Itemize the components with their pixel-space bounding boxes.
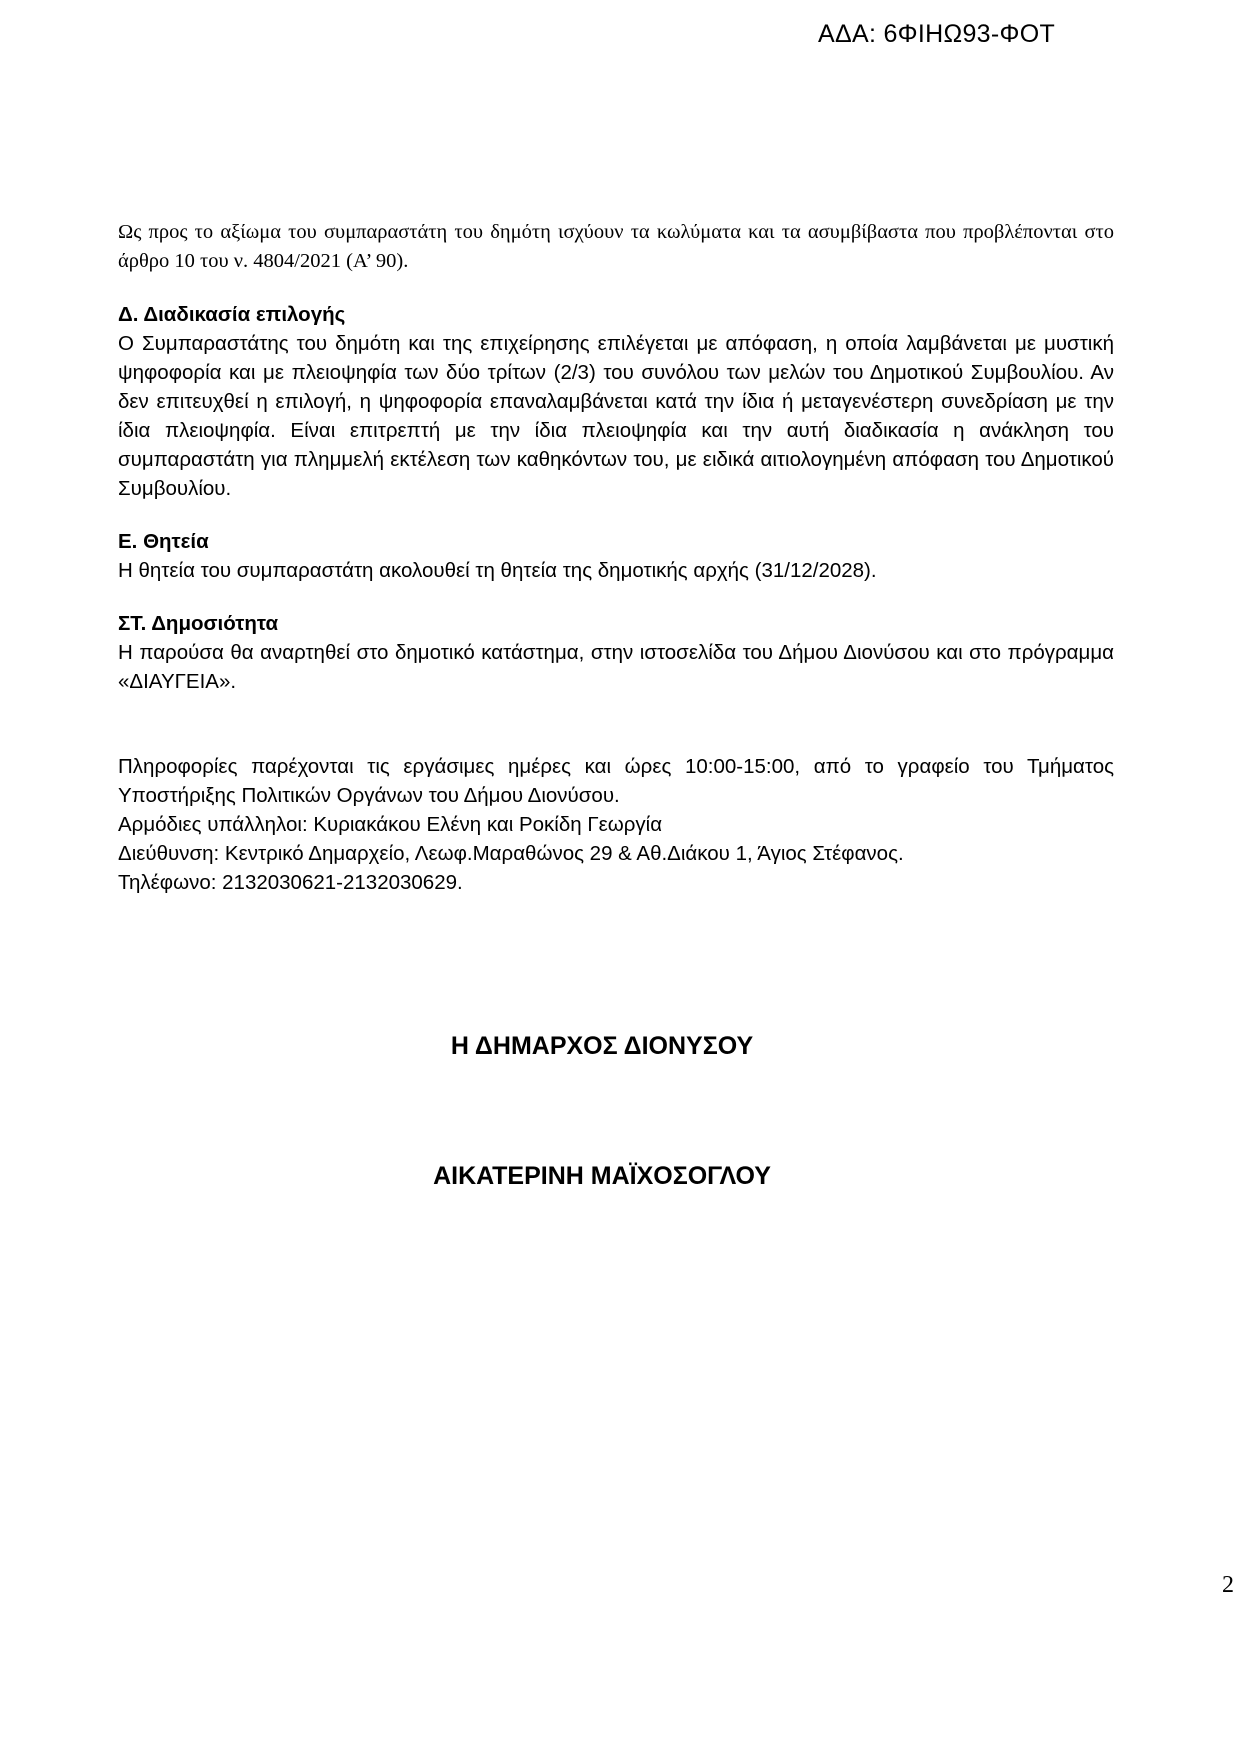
contact-block [118, 752, 1114, 897]
signature-name: ΑΙΚΑΤΕΡΙΝΗ ΜΑΪΧΟΣΟΓΛΟΥ [433, 1162, 771, 1190]
spacer [118, 696, 1114, 752]
ada-code: ΑΔΑ: 6ΦΙΗΩ93-ΦΟΤ [818, 20, 1056, 48]
section-text: Ο Συμπαραστάτης του δημότη και της επιχείρησης επιλέγεται με απόφαση, η οποία λαμβάνεται με μυστική ψηφοφορία και με πλειοψηφία των δύο τρίτων (2/3) του συνόλου των μελών του Δημοτικού Συμβουλίου. Αν δεν επιτευχθεί η επιλογή, η ψηφοφορία επαναλαμβάνεται κατά την ίδια ή μεταγενέστερη συνεδρίαση με την ίδια πλειοψηφία. Είναι επιτρεπτή με την ίδια πλειοψηφία και την αυτή διαδικασία η ανάκληση του συμπαραστάτη για πλημμελή εκτέλεση των καθηκόντων του, με ειδικά αιτιολογημένη απόφαση του Δημοτικού Συμβουλίου. [118, 332, 1114, 500]
contact-phone: Τηλέφωνο: 2132030621-2132030629. [118, 871, 463, 894]
contact-info: Πληροφορίες παρέχονται τις εργάσιμες ημέρες και ώρες 10:00-15:00, από το γραφείο του Τμήματος Υποστήριξης Πολιτικών Οργάνων του Δήμου Διονύσου. [118, 755, 1114, 807]
section-term [118, 527, 1114, 585]
section-text: Η θητεία του συμπαραστάτη ακολουθεί τη θητεία της δημοτικής αρχής (31/12/2028). [118, 559, 877, 582]
contact-address: Διεύθυνση: Κεντρικό Δημαρχείο, Λεωφ.Μαραθώνος 29 & Αθ.Διάκου 1, Άγιος Στέφανος. [118, 842, 904, 865]
spacer [118, 276, 1114, 300]
intro-paragraph: Ως προς το αξίωμα του συμπαραστάτη του δημότη ισχύουν τα κωλύματα και τα ασυμβίβαστα που προβλέπονται στο άρθρο 10 του ν. 4804/2021 (Α’ 90). [118, 221, 1114, 272]
page-number: 2 [1222, 1572, 1234, 1598]
section-text: Η παρούσα θα αναρτηθεί στο δημοτικό κατάστημα, στην ιστοσελίδα του Δήμου Διονύσου και στο πρόγραμμα «ΔΙΑΥΓΕΙΑ». [118, 641, 1114, 693]
spacer [118, 503, 1114, 527]
spacer [118, 585, 1114, 609]
document-body [118, 218, 1114, 897]
section-heading: Δ. Διαδικασία επιλογής [118, 303, 346, 326]
section-heading: ΣΤ. Δημοσιότητα [118, 612, 279, 635]
contact-staff: Αρμόδιες υπάλληλοι: Κυριακάκου Ελένη και Ροκίδη Γεωργία [118, 813, 663, 836]
signature-role: Η ΔΗΜΑΡΧΟΣ ΔΙΟΝΥΣΟΥ [450, 1032, 754, 1060]
section-heading: Ε. Θητεία [118, 530, 209, 553]
section-publicity [118, 609, 1114, 696]
section-selection-procedure [118, 300, 1114, 503]
